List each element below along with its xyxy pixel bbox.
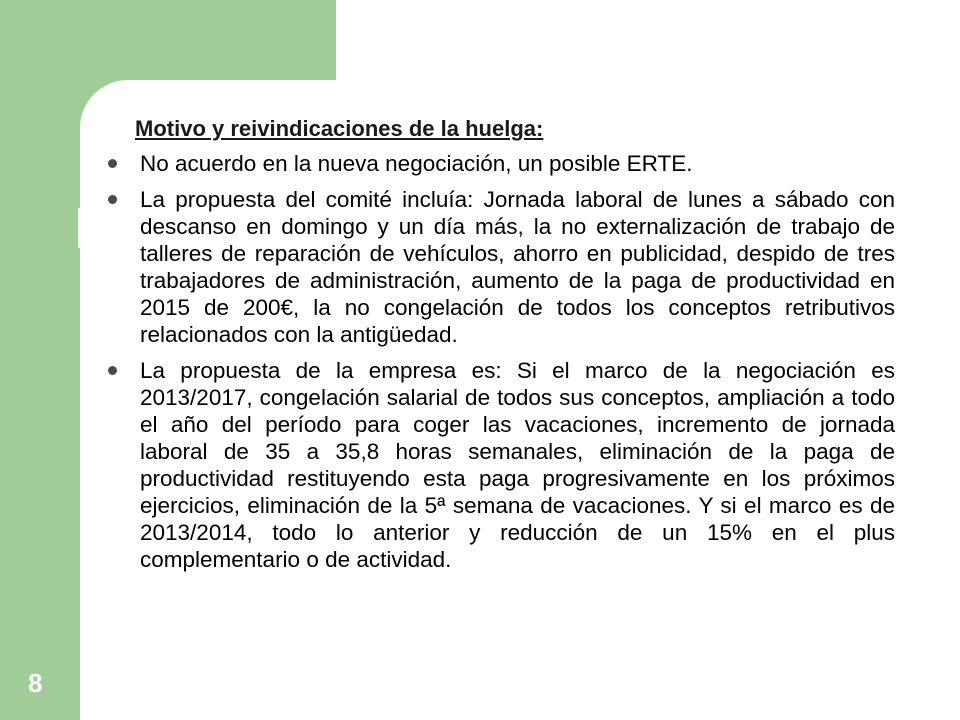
bullet-dot-icon	[108, 195, 117, 204]
bullet-text: La propuesta del comité incluía: Jornada laboral de lunes a sábado con descanso en domingo y un día más, la no externalización de trabajo de talleres de reparación de vehículos, ahorro en publicidad, despido de tres trabajadores de administración, aumento de la paga de productividad en 2015 de 200€, la no congelación de todos los conceptos retributivos relacionados con la antigüedad.	[140, 187, 895, 347]
bullet-list	[100, 150, 895, 573]
bullet-dot-icon	[108, 366, 117, 375]
bullet-item	[100, 186, 895, 348]
side-notch	[78, 208, 82, 248]
bullet-dot-icon	[108, 159, 117, 168]
left-accent-bar	[0, 0, 80, 720]
bullet-text: No acuerdo en la nueva negociación, un posible ERTE.	[140, 151, 693, 176]
slide-heading: Motivo y reivindicaciones de la huelga:	[135, 116, 544, 141]
bullet-item	[100, 357, 895, 573]
bullet-text: La propuesta de la empresa es: Si el marco de la negociación es 2013/2017, congelación salarial de todos sus conceptos, ampliación a todo el año del período para coger las vacaciones, incremento de jornada laboral de 35 a 35,8 horas semanales, eliminación de la paga de productividad restituyendo esta paga progresivamente en los próximos ejercicios, eliminación de la 5ª semana de vacaciones. Y si el marco es de 2013/2014, todo lo anterior y reducción de un 15% en el plus complementario o de actividad.	[140, 358, 895, 572]
slide-content	[100, 114, 895, 582]
bullet-item	[100, 150, 895, 177]
page-number: 8	[28, 668, 43, 698]
top-accent-bar	[80, 0, 336, 80]
